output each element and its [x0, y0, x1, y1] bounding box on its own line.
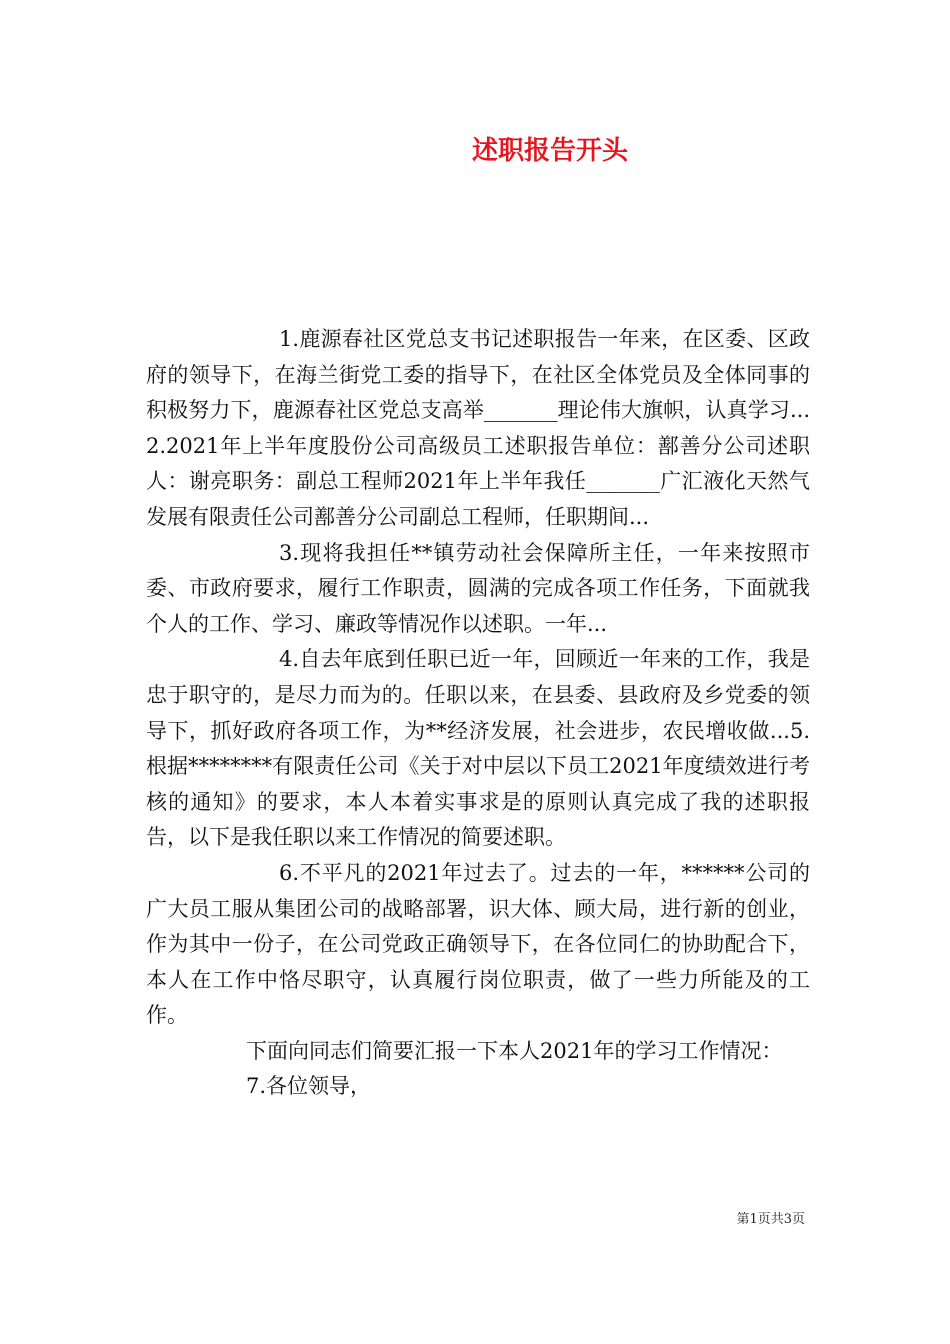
document-body [146, 322, 810, 1105]
paragraph-3: 3.现将我担任**镇劳动社会保障所主任，一年来按照市委、市政府要求，履行工作职责，圆满的完成各项工作任务，下面就我个人的工作、学习、廉政等情况作以述职。一年... [146, 540, 810, 636]
paragraph-4: 4.自去年底到任职已近一年，回顾近一年来的工作，我是忠于职守的，是尽力而为的。任职以来，在县委、县政府及乡党委的领导下，抓好政府各项工作，为**经济发展，社会进步，农民增收做...5.根据********有限责任公司《关于对中层以下员工2021年度绩效进行考核的通知》的要求，本人本着实事求是的原则认真完成了我的述职报告，以下是我任职以来工作情况的简要述职。 [146, 647, 810, 850]
paragraph-report-intro: 下面向同志们简要汇报一下本人2021年的学习工作情况： [246, 1038, 783, 1063]
paragraph-7: 7.各位领导， [246, 1074, 372, 1099]
paragraph-1: 1.鹿源春社区党总支书记述职报告一年来，在区委、区政府的领导下，在海兰街党工委的指导下，在社区全体党员及全体同事的积极努力下，鹿源春社区党总支高举_______理论伟大旗帜，认真学习...2.2021年上半年度股份公司高级员工述职报告单位：鄯善分公司述职人：谢亮职务：副总工程师2021年上半年我任_______广汇液化天然气发展有限责任公司鄯善分公司副总工程师，任职期间... [146, 327, 810, 529]
paragraph-6: 6.不平凡的2021年过去了。过去的一年，******公司的广大员工服从集团公司的战略部署，识大体、顾大局，进行新的创业，作为其中一份子，在公司党政正确领导下，在各位同仁的协助配合下，本人在工作中恪尽职守，认真履行岗位职责，做了一些力所能及的工作。 [146, 860, 810, 1028]
page-number-footer: 第1页共3页 [736, 1212, 805, 1227]
document-title: 述职报告开头 [471, 136, 628, 166]
